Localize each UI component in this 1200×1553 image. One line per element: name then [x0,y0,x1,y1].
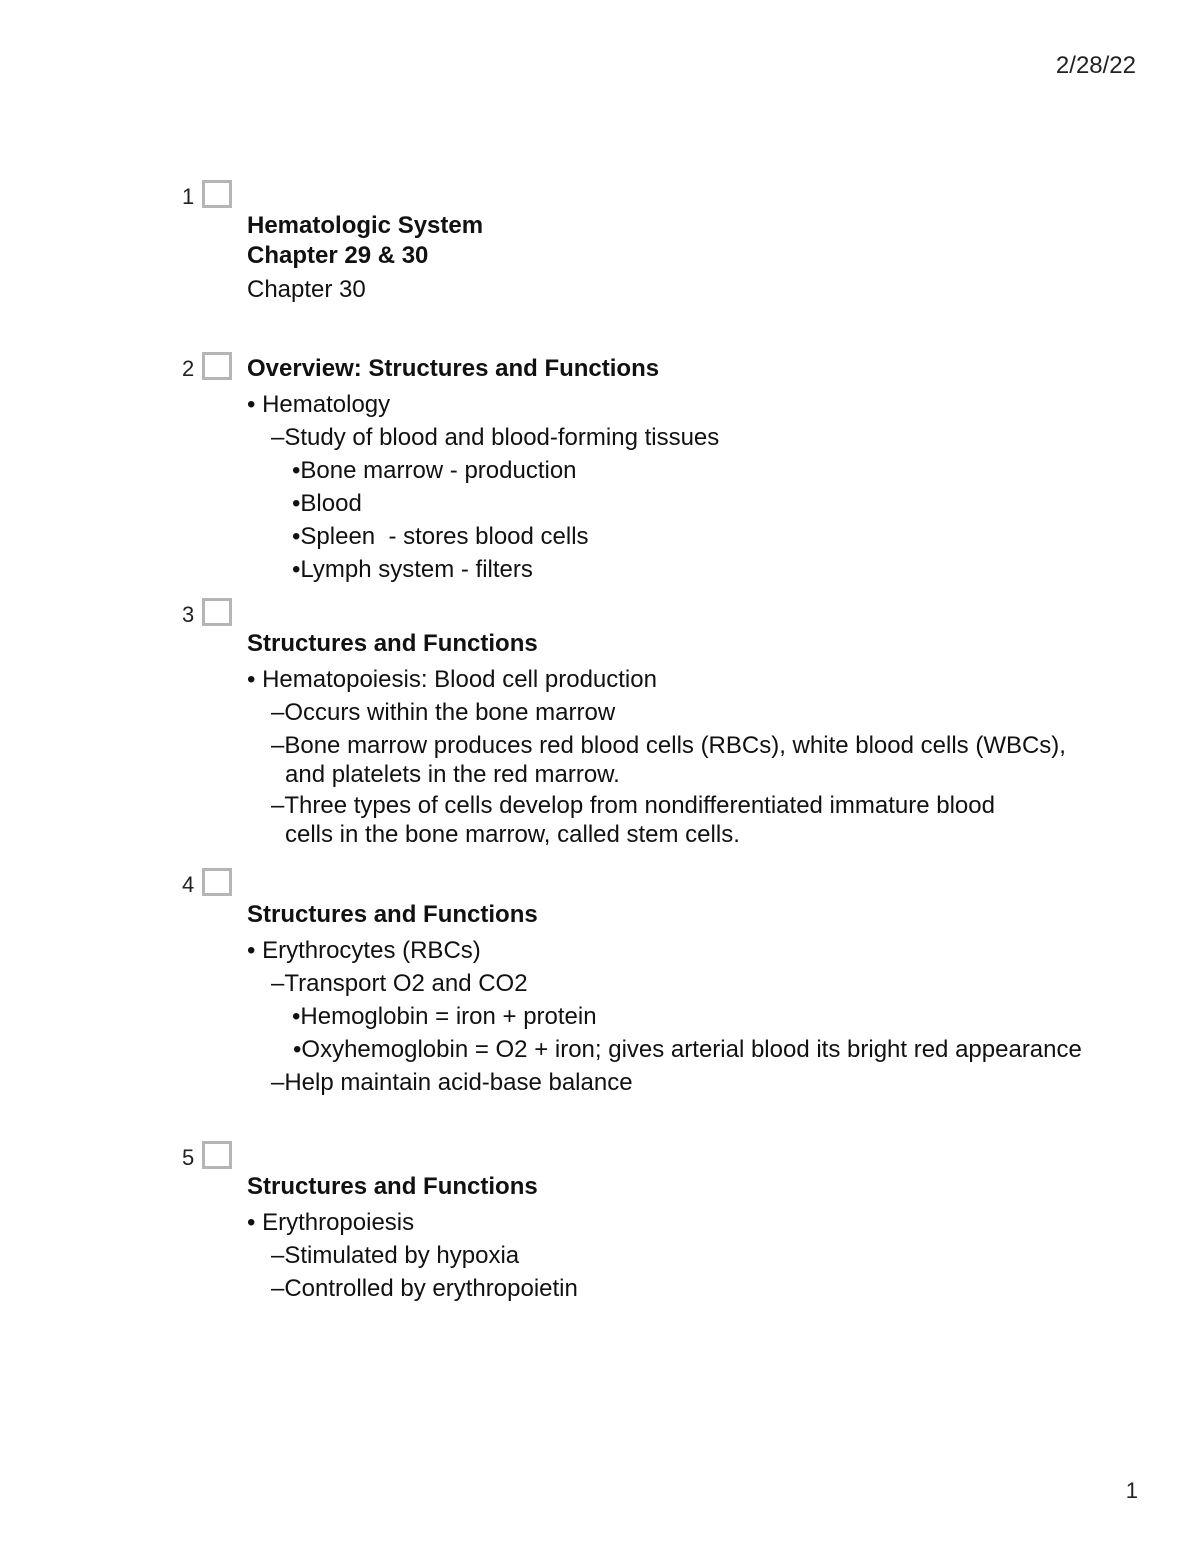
slide-thumbnail-icon [202,352,232,380]
bullet-item: • Hematopoiesis: Blood cell production [247,666,657,693]
slide-number: 4 [182,872,195,897]
slide-subtitle: Chapter 30 [247,276,366,303]
slide-thumbnail-icon [202,1141,232,1169]
slide-content [247,629,1067,851]
bullet-item: –Three types of cells develop from nondifferentiated immature blood cells in the bone marrow, called stem cells. [271,792,995,848]
slide-1 [182,182,1082,303]
slide-number: 5 [182,1145,195,1170]
slide-title: Structures and Functions [247,630,538,657]
slide-header [182,1143,1082,1173]
date-header: 2/28/22 [1055,52,1136,79]
slide-title-line-2: Chapter 29 & 30 [247,242,429,269]
slide-content [247,1172,1067,1305]
slide-3 [182,600,1082,848]
page-number: 1 [1125,1478,1138,1503]
slide-title: Structures and Functions [247,901,538,928]
slide-title-rest: Structures and Functions [368,355,660,382]
bullet-item: •Hemoglobin = iron + protein [292,1003,597,1030]
bullet-item: –Study of blood and blood-forming tissues [271,424,720,451]
bullet-item: • Hematology [247,391,391,418]
slide-title: Structures and Functions [247,1173,538,1200]
bullet-item: –Controlled by erythropoietin [271,1275,578,1302]
slide-thumbnail-icon [202,868,232,896]
slide-number: 3 [182,602,195,627]
slide-title-prefix: Overview: [247,355,369,382]
slide-content [247,211,1067,307]
bullet-item: –Transport O2 and CO2 [271,970,528,997]
slide-content [247,354,1067,586]
bullet-item: • Erythropoiesis [247,1209,415,1236]
slide-title-line-1: Hematologic System [247,212,484,239]
slide-header [182,182,1082,212]
slide-2 [182,354,1082,583]
bullet-item: •Lymph system - filters [292,556,533,583]
bullet-item: •Spleen - stores blood cells [292,523,589,550]
bullet-item: •Blood [292,490,362,517]
slide-header [182,600,1082,630]
bullet-item: –Help maintain acid-base balance [271,1069,633,1096]
slide-header [182,870,1082,900]
bullet-item: •Oxyhemoglobin = O2 + iron; gives arterial blood its bright red appearance [293,1036,1082,1063]
bullet-item: •Bone marrow - production [292,457,577,484]
bullet-item: –Stimulated by hypoxia [271,1242,520,1269]
slide-number: 2 [182,356,195,381]
slide-thumbnail-icon [202,180,232,208]
bullet-item: –Occurs within the bone marrow [271,699,616,726]
bullet-item: • Erythrocytes (RBCs) [247,937,481,964]
bullet-item: –Bone marrow produces red blood cells (RBCs), white blood cells (WBCs), and platelets in the red marrow. [271,732,1066,788]
slide-5 [182,1143,1082,1302]
slide-title [247,354,1067,384]
slide-number: 1 [182,184,195,209]
slide-thumbnail-icon [202,598,232,626]
slide-4 [182,870,1082,1096]
slide-content [247,900,1082,1099]
